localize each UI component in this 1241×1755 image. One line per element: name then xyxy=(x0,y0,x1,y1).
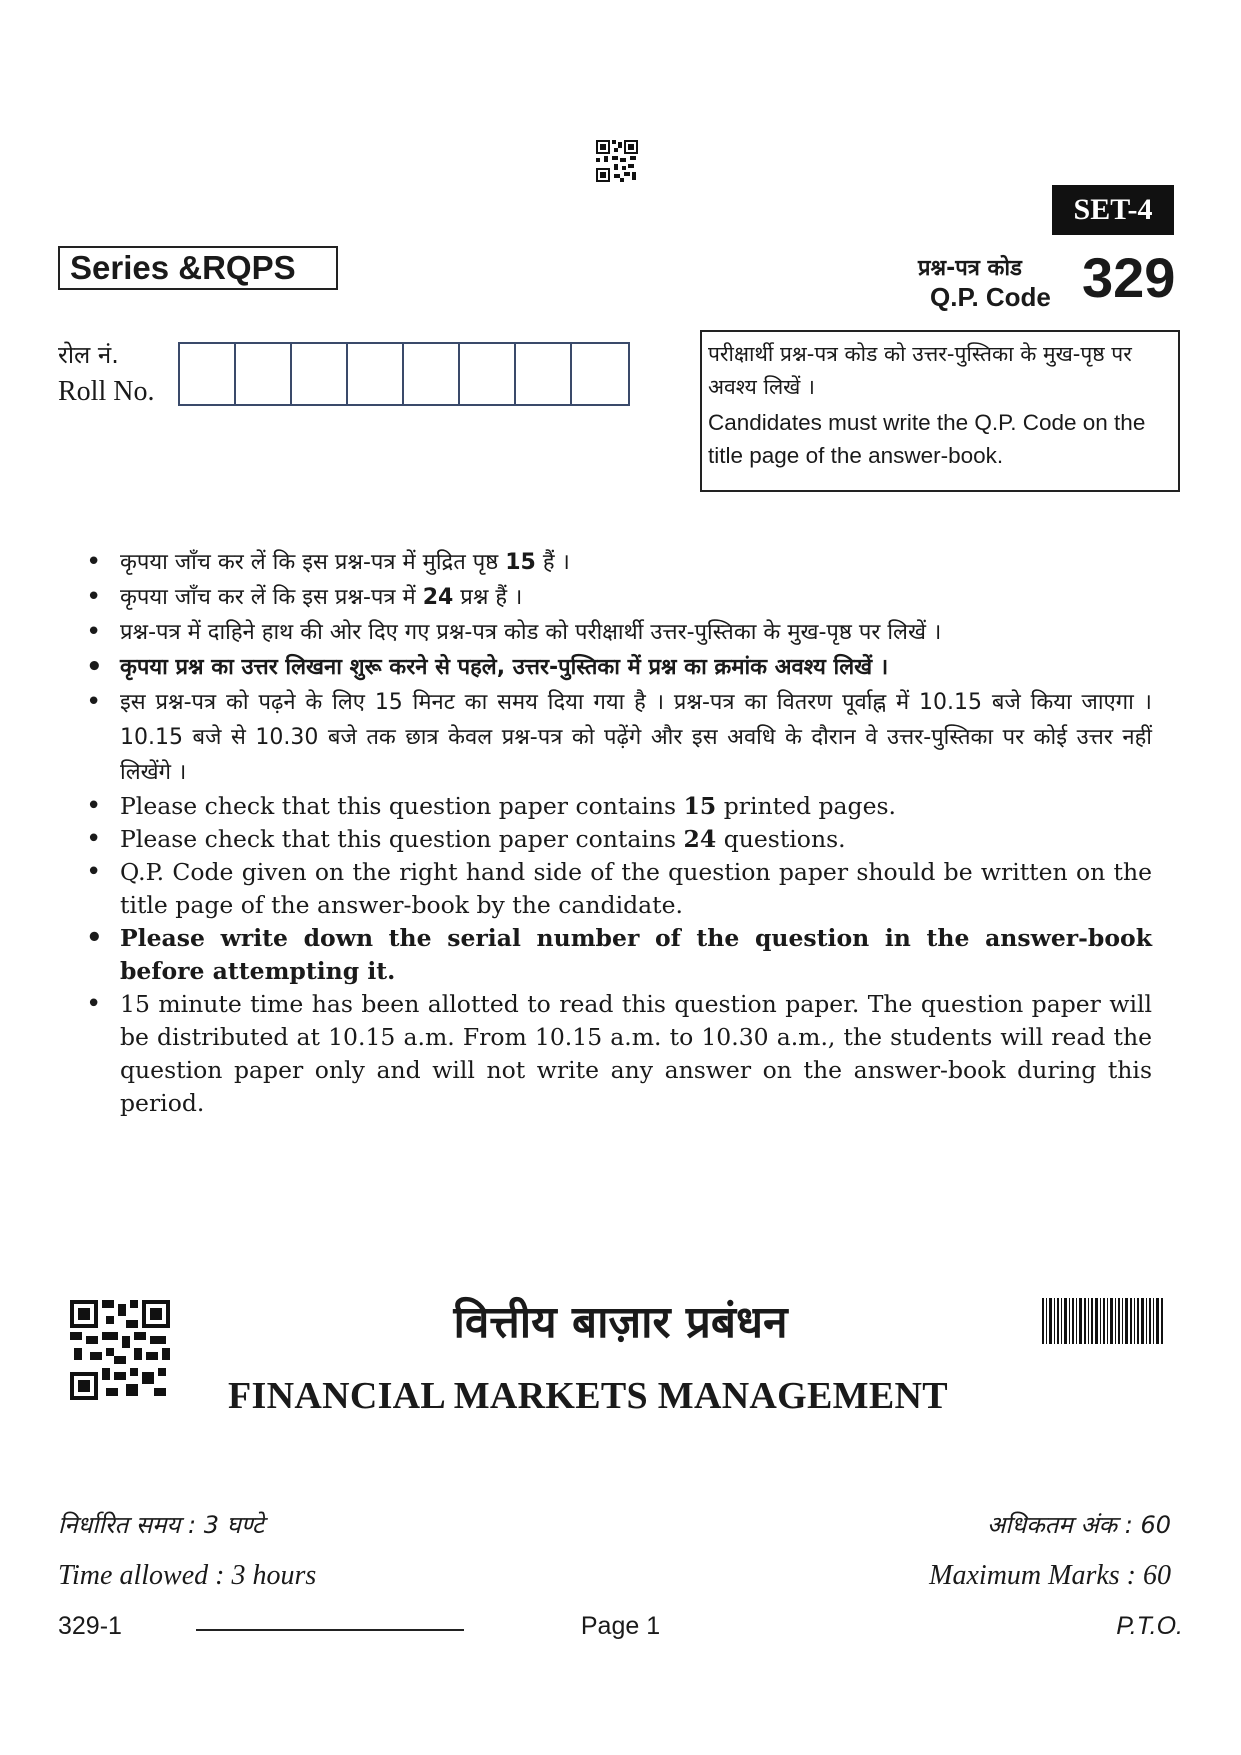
note-english: Candidates must write the Q.P. Code on the title page of the answer-book. xyxy=(708,410,1146,468)
instruction-text: प्रश्न-पत्र में दाहिने हाथ की ओर दिए गए प्रश्न-पत्र कोड को परीक्षार्थी उत्तर-पुस्तिका के मुख-पृष्ठ पर लिखें । xyxy=(120,620,942,645)
instruction-text: printed pages. xyxy=(716,792,897,820)
footer-page-number: Page 1 xyxy=(580,1612,661,1640)
time-allowed: Time allowed : 3 hours xyxy=(58,1560,317,1591)
top-qr-code-icon xyxy=(596,140,638,182)
bullet: • xyxy=(86,923,103,953)
barcode-icon xyxy=(1042,1298,1164,1344)
instruction-text: हैं । xyxy=(535,550,570,575)
instruction-item xyxy=(82,580,1152,615)
instruction-item xyxy=(82,790,1152,823)
roll-digit-box[interactable] xyxy=(180,344,236,404)
instruction-item xyxy=(82,650,1152,685)
subject-title: FINANCIAL MARKETS MANAGEMENT xyxy=(228,1375,948,1417)
instruction-text: Please write down the serial number of the question in the answer-book before attempting it. xyxy=(120,924,1152,985)
instruction-item xyxy=(82,922,1152,988)
instruction-item xyxy=(82,545,1152,580)
set-badge: SET-4 xyxy=(1052,185,1174,235)
instruction-item xyxy=(82,988,1152,1120)
qp-code-label: Q.P. Code xyxy=(930,282,1051,312)
roll-digit-box[interactable] xyxy=(516,344,572,404)
roll-digit-box[interactable] xyxy=(292,344,348,404)
bullet: • xyxy=(86,582,102,612)
instruction-number: 24 xyxy=(683,825,717,853)
roll-label-hindi: रोल नं. xyxy=(58,341,119,369)
instruction-number: 24 xyxy=(422,585,454,610)
instructions-list xyxy=(82,545,1152,1120)
bullet: • xyxy=(86,652,103,682)
qp-code-number: 329 xyxy=(1082,246,1176,309)
max-marks: Maximum Marks : 60 xyxy=(929,1560,1171,1591)
subject-title-hindi: वित्तीय बाज़ार प्रबंधन xyxy=(453,1297,788,1348)
time-allowed-hindi: निर्धारित समय : 3 घण्टे xyxy=(58,1511,265,1539)
instruction-text: Please check that this question paper contains xyxy=(120,825,684,853)
series-label: Series &RQPS xyxy=(70,249,296,286)
instruction-text: कृपया जाँच कर लें कि इस प्रश्न-पत्र में मुद्रित पृष्ठ xyxy=(120,550,506,575)
note-hindi: परीक्षार्थी प्रश्न-पत्र कोड को उत्तर-पुस्तिका के मुख-पृष्ठ पर अवश्य लिखें । xyxy=(708,342,1132,399)
qp-code-label-hindi: प्रश्न-पत्र कोड xyxy=(918,256,1022,281)
instruction-text: Q.P. Code given on the right hand side of the question paper should be written on the title page of the answer-book by the candidate. xyxy=(120,858,1152,919)
instruction-item xyxy=(82,615,1152,650)
roll-digit-box[interactable] xyxy=(404,344,460,404)
series-box xyxy=(58,246,338,290)
roll-digit-box[interactable] xyxy=(348,344,404,404)
instruction-item xyxy=(82,685,1152,790)
qp-code-note-box xyxy=(700,330,1180,492)
instruction-text: questions. xyxy=(716,825,846,853)
instruction-item xyxy=(82,823,1152,856)
roll-digit-box[interactable] xyxy=(460,344,516,404)
bullet: • xyxy=(86,857,102,887)
instruction-text: Please check that this question paper contains xyxy=(120,792,684,820)
bullet: • xyxy=(86,989,102,1019)
instruction-item xyxy=(82,856,1152,922)
instruction-text: इस प्रश्न-पत्र को पढ़ने के लिए 15 मिनट का समय दिया गया है । प्रश्न-पत्र का वितरण पूर्वाह्न में 10.15 बजे किया जाएगा । 10.15 बजे से 10.30 बजे तक छात्र केवल प्रश्न-पत्र को पढ़ेंगे और इस अवधि के दौरान वे उत्तर-पुस्तिका पर कोई उत्तर नहीं लिखेंगे । xyxy=(120,690,1152,785)
bullet: • xyxy=(86,687,102,717)
roll-number-boxes[interactable] xyxy=(178,342,630,406)
bullet: • xyxy=(86,617,102,647)
instruction-text: प्रश्न हैं । xyxy=(453,585,523,610)
roll-digit-box[interactable] xyxy=(572,344,628,404)
instruction-text: 15 minute time has been allotted to read this question paper. The question paper will be distributed at 10.15 a.m. From 10.15 a.m. to 10.30 a.m., the students will read the question paper only and will not write any answer on the answer-book during this period. xyxy=(120,990,1152,1117)
roll-digit-box[interactable] xyxy=(236,344,292,404)
instruction-text: कृपया जाँच कर लें कि इस प्रश्न-पत्र में xyxy=(120,585,423,610)
bullet: • xyxy=(86,824,102,854)
roll-label: Roll No. xyxy=(58,376,155,407)
footer-pto: P.T.O. xyxy=(1116,1612,1183,1640)
instruction-text: कृपया प्रश्न का उत्तर लिखना शुरू करने से पहले, उत्तर-पुस्तिका में प्रश्न का क्रमांक अवश्य लिखें । xyxy=(120,655,889,680)
max-marks-hindi: अधिकतम अंक : 60 xyxy=(986,1511,1171,1539)
instruction-number: 15 xyxy=(505,550,536,575)
instruction-number: 15 xyxy=(683,792,717,820)
footer-paper-code: 329-1 xyxy=(58,1612,122,1640)
bullet: • xyxy=(86,791,102,821)
bullet: • xyxy=(86,547,102,577)
